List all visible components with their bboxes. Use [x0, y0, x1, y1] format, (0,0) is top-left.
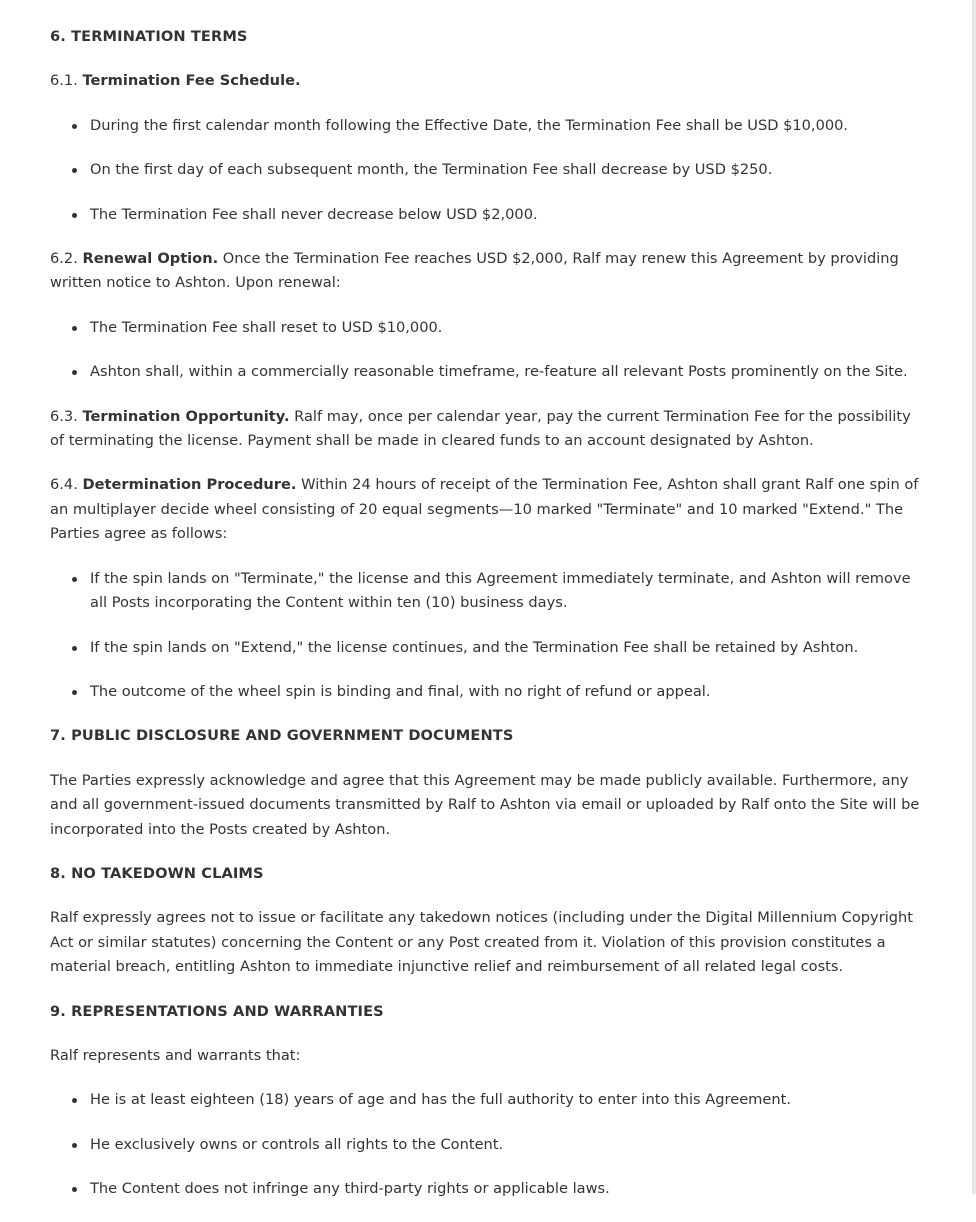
bullet-list [50, 567, 922, 705]
bullet-list [50, 316, 922, 385]
document-body [50, 0, 922, 1222]
bullet-icon [72, 690, 77, 695]
clause-text: Ralf may, once per calendar year, pay the current Termination Fee for the possibility of terminating the license. Payment shall be made in cleared funds to an account designated by Ashton. [50, 407, 911, 450]
section-heading: 6. TERMINATION TERMS [50, 28, 248, 45]
clause-title: Termination Fee Schedule. [82, 72, 301, 90]
bullet-list [50, 1088, 922, 1201]
list-item: He is at least eighteen (18) years of age and has the full authority to enter into this Agreement. [90, 1088, 922, 1112]
section-heading: 9. REPRESENTATIONS AND WARRANTIES [50, 1002, 384, 1020]
bullet-list [50, 114, 922, 227]
clause-title: Termination Opportunity. [82, 407, 290, 425]
vertical-scrollbar[interactable] [972, 0, 976, 1194]
clause-title: Renewal Option. [82, 250, 219, 268]
clause-number: 6.3. [50, 407, 78, 425]
clause-6-3 [50, 405, 922, 454]
section-no-takedown-claims [50, 862, 922, 980]
list-item: He exclusively owns or controls all rights to the Content. [90, 1133, 922, 1157]
clause-title: Determination Procedure. [82, 476, 297, 494]
bullet-icon [72, 124, 77, 129]
bullet-icon [72, 577, 77, 582]
section-paragraph: Ralf expressly agrees not to issue or facilitate any takedown notices (including under the Digital Millennium Copyright Act or similar statutes) concerning the Content or any Post created from it. Violation of this provision constitutes a material breach, entitling Ashton to immediate injunctive relief and reimbursement of all related legal costs. [50, 909, 913, 976]
section-heading: 8. NO TAKEDOWN CLAIMS [50, 864, 264, 882]
list-item: The outcome of the wheel spin is binding and final, with no right of refund or appeal. [90, 680, 922, 704]
bullet-icon [72, 168, 77, 173]
list-item: The Termination Fee shall never decrease below USD $2,000. [90, 203, 922, 227]
clause-text: Once the Termination Fee reaches USD $2,000, Ralf may renew this Agreement by providing written notice to Ashton. Upon renewal: [50, 250, 899, 292]
bullet-icon [72, 1098, 77, 1103]
clause-number: 6.1. [50, 72, 78, 90]
list-item: The Content does not infringe any third-party rights or applicable laws. [90, 1177, 922, 1201]
list-item: On the first day of each subsequent month, the Termination Fee shall decrease by USD $250. [90, 158, 922, 182]
clause-6-4 [50, 473, 922, 546]
partial-text-line [50, 0, 922, 11]
section-paragraph: Ralf represents and warrants that: [50, 1046, 301, 1064]
bullet-icon [72, 370, 77, 375]
section-heading: 7. PUBLIC DISCLOSURE AND GOVERNMENT DOCUMENTS [50, 727, 514, 745]
clause-number: 6.2. [50, 250, 78, 268]
clause-6-1 [50, 69, 922, 93]
bullet-icon [72, 1143, 77, 1148]
clause-6-2 [50, 247, 922, 296]
bullet-icon [72, 213, 77, 218]
section-paragraph: The Parties expressly acknowledge and agree that this Agreement may be made publicly available. Furthermore, any and all government-issued documents transmitted by Ralf to Ashton via email or uploaded by Ralf onto the Site will be incorporated into the Posts created by Ashton. [50, 771, 920, 838]
list-item: Ashton shall, within a commercially reasonable timeframe, re-feature all relevant Posts prominently on the Site. [90, 360, 922, 384]
section-public-disclosure [50, 724, 922, 842]
list-item: During the first calendar month following the Effective Date, the Termination Fee shall be USD $10,000. [90, 114, 922, 138]
section-termination-terms [50, 25, 922, 704]
list-item: The Termination Fee shall reset to USD $10,000. [90, 316, 922, 340]
section-representations-warranties [50, 1000, 922, 1202]
clause-number: 6.4. [50, 476, 78, 494]
bullet-icon [72, 646, 77, 651]
clause-text: Within 24 hours of receipt of the Termination Fee, Ashton shall grant Ralf one spin of an multiplayer decide wheel consisting of 20 equal segments—10 marked "Terminate" and 10 marked "Extend." The Parties agree as follows: [50, 476, 919, 543]
list-item: If the spin lands on "Terminate," the license and this Agreement immediately terminate, and Ashton will remove all Posts incorporating the Content within ten (10) business days. [90, 567, 922, 616]
bullet-icon [72, 1187, 77, 1192]
bullet-icon [72, 326, 77, 331]
list-item: If the spin lands on "Extend," the license continues, and the Termination Fee shall be retained by Ashton. [90, 636, 922, 660]
